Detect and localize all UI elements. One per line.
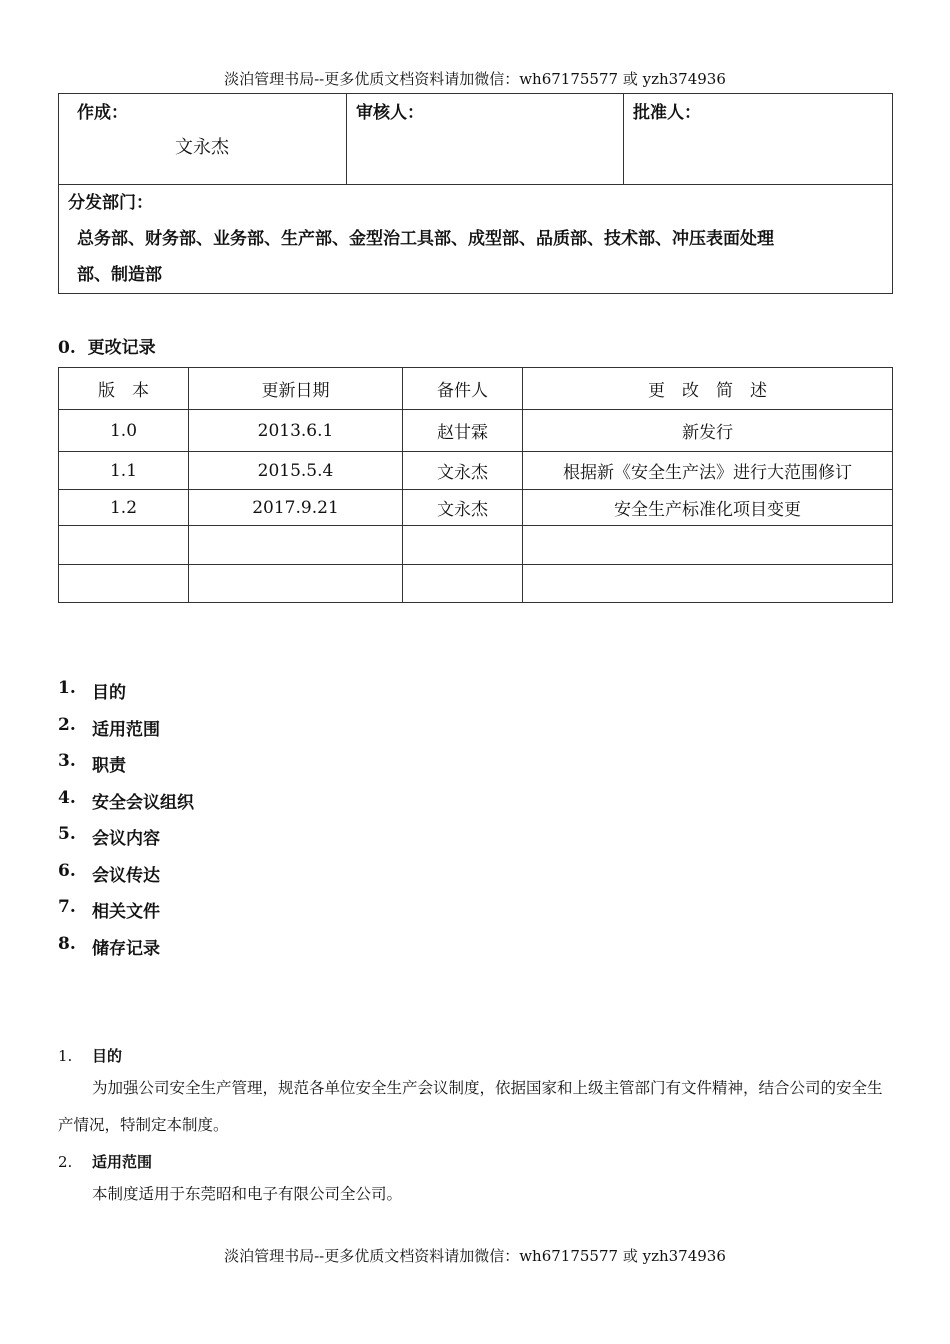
page-header: 淡泊管理书局--更多优质文档资料请加微信：wh67175577 或 yzh374936 (224, 70, 726, 88)
cell-summary: 根据新《安全生产法》进行大范围修订 (523, 452, 893, 490)
toc-item: 7. 相关文件 (58, 897, 160, 922)
cell-summary: 安全生产标准化项目变更 (523, 490, 893, 526)
reviewer-label: 审核人： (356, 103, 424, 123)
toc-item: 4. 安全会议组织 (58, 787, 194, 813)
distribution-line1: 总务部、财务部、业务部、生产部、金型治工具部、成型部、品质部、技术部、冲压表面处理 (77, 229, 774, 249)
change-record-table (58, 367, 893, 603)
cell-version (59, 526, 189, 565)
toc-item: 8. 储存记录 (58, 933, 160, 959)
table-row (59, 526, 893, 565)
header-date: 更新日期 (189, 368, 403, 410)
distribution-cell (59, 185, 893, 294)
cell-date: 2013.6.1 (189, 410, 403, 452)
cell-summary (523, 565, 893, 603)
cell-date (189, 565, 403, 603)
signoff-table (58, 93, 893, 294)
distribution-label: 分发部门： (68, 193, 153, 213)
cell-person: 赵甘霖 (403, 410, 523, 452)
change-record-title: 0. 更改记录 (58, 338, 156, 358)
cell-person (403, 526, 523, 565)
author-cell (59, 94, 347, 185)
approver-label: 批准人： (633, 103, 701, 123)
cell-version: 1.2 (59, 490, 189, 526)
table-row (59, 410, 893, 452)
cell-version (59, 565, 189, 603)
author-name: 文永杰 (175, 137, 229, 158)
header-summary: 更 改 简 述 (523, 368, 893, 410)
cell-date (189, 526, 403, 565)
header-person: 备件人 (403, 368, 523, 410)
section-2-text: 本制度适用于东莞昭和电子有限公司全公司。 (92, 1185, 403, 1203)
cell-person (403, 565, 523, 603)
cell-version: 1.1 (59, 452, 189, 490)
cell-person: 文永杰 (403, 452, 523, 490)
page-footer: 淡泊管理书局--更多优质文档资料请加微信：wh67175577 或 yzh374936 (224, 1247, 726, 1265)
cell-date: 2015.5.4 (189, 452, 403, 490)
toc-item: 2. 适用范围 (58, 714, 160, 740)
toc-item: 5. 会议内容 (58, 824, 160, 849)
cell-person: 文永杰 (403, 490, 523, 526)
table-row (59, 452, 893, 490)
section-1-text: 为加强公司安全生产管理，规范各单位安全生产会议制度，依据国家和上级主管部门有文件精神，结合公司的安全生产情况，特制定本制度。 (58, 1079, 883, 1134)
distribution-line2: 部、制造部 (77, 265, 162, 285)
toc-item: 1. 目的 (58, 678, 126, 703)
toc-item: 6. 会议传达 (58, 860, 160, 886)
toc-item: 3. 职责 (58, 751, 126, 776)
table-row (59, 490, 893, 526)
section-2-heading: 2. 适用范围 (58, 1153, 153, 1171)
header-version: 版 本 (59, 368, 189, 410)
reviewer-cell (347, 94, 624, 185)
cell-date: 2017.9.21 (189, 490, 403, 526)
table-row (59, 565, 893, 603)
approver-cell (624, 94, 893, 185)
cell-summary (523, 526, 893, 565)
cell-summary: 新发行 (523, 410, 893, 452)
author-label: 作成： (77, 103, 128, 123)
table-of-contents (58, 678, 194, 970)
section-1-heading: 1. 目的 (58, 1047, 123, 1065)
cell-version: 1.0 (59, 410, 189, 452)
